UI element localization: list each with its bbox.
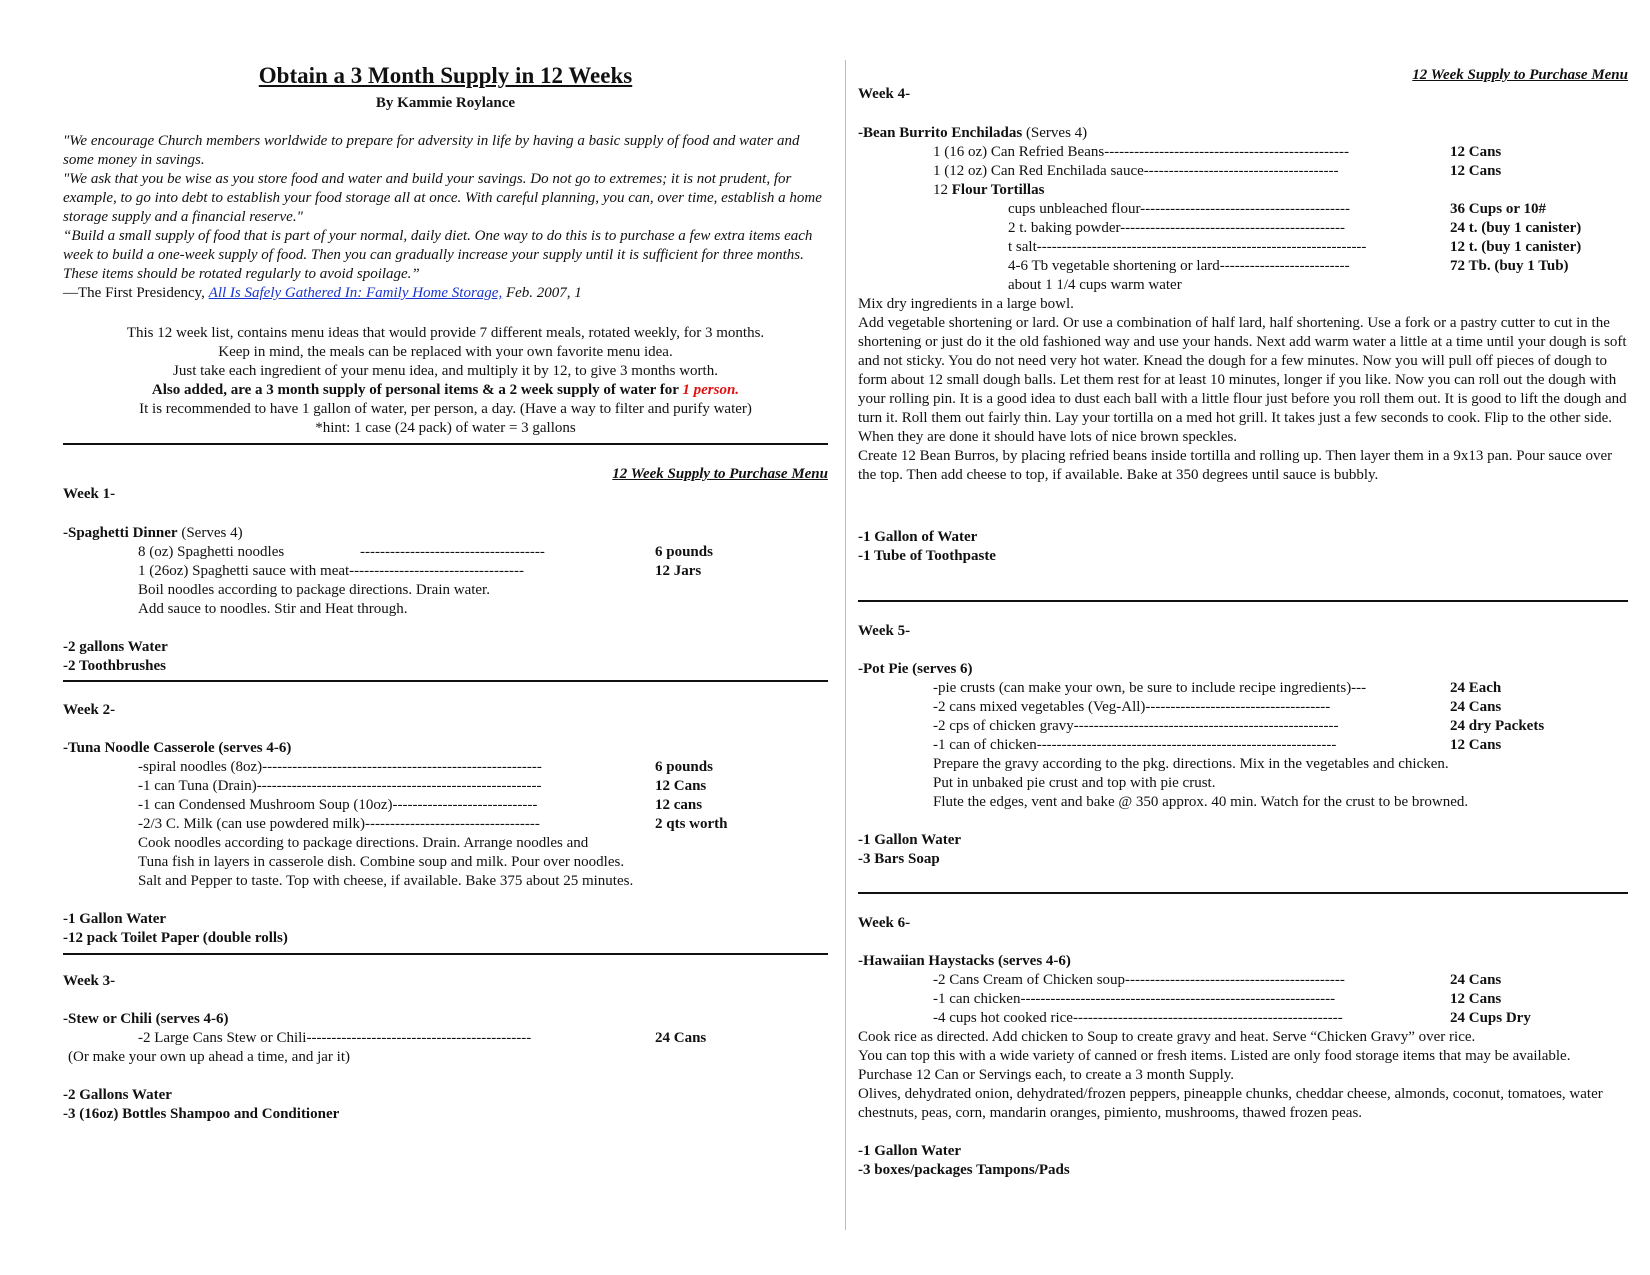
week-1-step-2: Add sauce to noodles. Stir and Heat through. bbox=[138, 601, 408, 617]
intro-line-4 bbox=[63, 381, 828, 400]
quote-paragraph-3: “Build a small supply of food that is part of your normal, daily diet. One way to do this is to purchase a few extra items each week to build a one-week supply of food. Then you can gradually increase your supply until it is sufficient for three months. These items should be rotated regularly to avoid spoilage.” bbox=[63, 228, 813, 282]
document-title: Obtain a 3 Month Supply in 12 Weeks bbox=[258, 63, 633, 88]
week-4-ingredient-8: about 1 1/4 cups warm water bbox=[1008, 277, 1182, 293]
week-6-extra-1: -1 Gallon Water bbox=[858, 1143, 962, 1159]
week-2-ingredient-2: -1 can Tuna (Drain)--------------------------------------------------------- bbox=[138, 778, 542, 794]
week-5-ingredient-3: -2 cps of chicken gravy----------------------------------------------------- bbox=[933, 718, 1339, 734]
week-5-label: Week 5- bbox=[858, 623, 911, 639]
week-1-qty-1: 6 pounds bbox=[655, 544, 713, 560]
quote-paragraph-1: "We encourage Church members worldwide to prepare for adversity in life by having a basic supply of food and water and some money in savings. bbox=[63, 133, 800, 168]
week-6-step-3: Olives, dehydrated onion, dehydrated/frozen peppers, pineapple chunks, cheddar cheese, almonds, coconut, tomatoes, water chestnuts, peas, corn, mandarin oranges, pimiento, mushrooms, thawed frozen peas. bbox=[858, 1086, 1603, 1121]
week-3-extra-2: -3 (16oz) Bottles Shampoo and Conditioner bbox=[63, 1106, 340, 1122]
week-3-ingredient-1: -2 Large Cans Stew or Chili--------------------------------------------- bbox=[138, 1030, 532, 1046]
week-2-ingredient-3: -1 can Condensed Mushroom Soup (10oz)----------------------------- bbox=[138, 797, 538, 813]
week-6-label: Week 6- bbox=[858, 915, 911, 931]
week-1-extra-2: -2 Toothbrushes bbox=[63, 658, 166, 674]
section-divider bbox=[63, 443, 828, 445]
week-6-ingredient-1: -2 Cans Cream of Chicken soup-------------------------------------------- bbox=[933, 972, 1345, 988]
week-1-dashes: ------------------------------------- bbox=[360, 544, 545, 560]
week-3-extra-1: -2 Gallons Water bbox=[63, 1087, 172, 1103]
week-5-qty-3: 24 dry Packets bbox=[1450, 718, 1545, 734]
week-5-step-2: Put in unbaked pie crust and top with pie crust. bbox=[933, 775, 1216, 791]
week-2-qty-3: 12 cans bbox=[655, 797, 703, 813]
week-4-qty-5: 24 t. (buy 1 canister) bbox=[1450, 220, 1582, 236]
week-5-divider bbox=[858, 892, 1628, 894]
week-4-qty-2: 12 Cans bbox=[1450, 163, 1502, 179]
week-2-label: Week 2- bbox=[63, 702, 116, 718]
intro-line-5: It is recommended to have 1 gallon of water, per person, a day. (Have a way to filter and purify water) bbox=[139, 401, 752, 417]
week-2-step-3: Salt and Pepper to taste. Top with cheese, if available. Bake 375 about 25 minutes. bbox=[138, 873, 634, 889]
week-4-tortilla-count: 12 bbox=[933, 182, 952, 198]
attribution-prefix: —The First Presidency, bbox=[63, 285, 209, 301]
week-4-qty-4: 36 Cups or 10# bbox=[1450, 201, 1546, 217]
week-5-step-3: Flute the edges, vent and bake @ 350 approx. 40 min. Watch for the crust to be browned. bbox=[933, 794, 1469, 810]
week-5-qty-1: 24 Each bbox=[1450, 680, 1502, 696]
week-1-divider bbox=[63, 680, 828, 682]
week-4-serves: (Serves 4) bbox=[1022, 125, 1088, 141]
source-link[interactable]: All Is Safely Gathered In: Family Home Storage, bbox=[208, 285, 503, 301]
week-6-step-1: Cook rice as directed. Add chicken to Soup to create gravy and heat. Serve “Chicken Gravy” over rice. bbox=[858, 1029, 1476, 1045]
week-5-ingredient-2: -2 cans mixed vegetables (Veg-All)------------------------------------- bbox=[933, 699, 1331, 715]
intro-line-2: Keep in mind, the meals can be replaced with your own favorite menu idea. bbox=[218, 344, 673, 360]
week-2-ingredient-4: -2/3 C. Milk (can use powdered milk)----------------------------------- bbox=[138, 816, 540, 832]
week-4-divider bbox=[858, 600, 1628, 602]
week-2-step-1: Cook noodles according to package directions. Drain. Arrange noodles and bbox=[138, 835, 589, 851]
week-4-ingredient-4: cups unbleached flour------------------------------------------ bbox=[1008, 201, 1350, 217]
quote-paragraph-2: "We ask that you be wise as you store food and water and build your savings. Do not go to extremes; it is not prudent, for example, to go into debt to establish your food storage all at once. With careful planning, you can, over time, establish a home storage supply and a financial reserve." bbox=[63, 171, 822, 225]
week-1-serves: (Serves 4) bbox=[177, 525, 243, 541]
menu-heading: 12 Week Supply to Purchase Menu bbox=[612, 466, 828, 482]
week-6-step-2: You can top this with a wide variety of canned or fresh items. Listed are only food storage items that may be available. Purchase 12 Can or Servings each, to create a 3 month Supply. bbox=[858, 1048, 1571, 1083]
week-3-meal: -Stew or Chili (serves 4-6) bbox=[63, 1011, 229, 1027]
week-2-qty-1: 6 pounds bbox=[655, 759, 713, 775]
week-5-qty-4: 12 Cans bbox=[1450, 737, 1502, 753]
week-4-ingredient-3 bbox=[933, 181, 1044, 200]
week-3-qty-1: 24 Cans bbox=[655, 1030, 707, 1046]
week-1-meal bbox=[63, 524, 243, 543]
week-4-qty-7: 72 Tb. (buy 1 Tub) bbox=[1450, 258, 1569, 274]
week-3-note: (Or make your own up ahead a time, and jar it) bbox=[68, 1049, 350, 1065]
week-6-instructions bbox=[858, 1028, 1628, 1123]
week-4-ingredient-2: 1 (12 oz) Can Red Enchilada sauce--------------------------------------- bbox=[933, 163, 1339, 179]
week-6-ingredient-3: -4 cups hot cooked rice------------------------------------------------------ bbox=[933, 1010, 1343, 1026]
week-5-ingredient-4: -1 can of chicken------------------------------------------------------------ bbox=[933, 737, 1337, 753]
week-4-step-2: Add vegetable shortening or lard. Or use a combination of half lard, half shortening. Use a fork or a pastry cutter to cut in the shortening or just do it the old fashioned way and use your hands. Next add warm water a little at a time until your dough is soft and not sticky. You do not need very hot water. Knead the dough for a few minutes. Now you will pull off pieces of dough to form about 12 small dough balls. Let them rest for at least 10 minutes, longer if you like. Now you can roll out the dough with your rolling pin. It is a good idea to dust each ball with a little flour just before you roll them out. It is good to lift the dough and turn it. Roll them out fairly thin. Lay your tortilla on a med hot grill. It takes just a few seconds to cook. Flip to the other side. When they are done it should have lots of nice brown speckles. bbox=[858, 315, 1627, 445]
week-5-qty-2: 24 Cans bbox=[1450, 699, 1502, 715]
week-2-qty-4: 2 qts worth bbox=[655, 816, 728, 832]
week-4-ingredient-1: 1 (16 oz) Can Refried Beans------------------------------------------------- bbox=[933, 144, 1349, 160]
week-4-instructions bbox=[858, 295, 1628, 485]
week-2-qty-2: 12 Cans bbox=[655, 778, 707, 794]
week-5-extra-1: -1 Gallon Water bbox=[858, 832, 962, 848]
week-4-meal-name: -Bean Burrito Enchiladas bbox=[858, 125, 1023, 141]
quote-block bbox=[63, 132, 833, 303]
week-6-ingredient-2: -1 can chicken--------------------------------------------------------------- bbox=[933, 991, 1336, 1007]
week-3-label: Week 3- bbox=[63, 973, 116, 989]
week-1-label: Week 1- bbox=[63, 486, 116, 502]
week-4-ingredient-7: 4-6 Tb vegetable shortening or lard-------------------------- bbox=[1008, 258, 1350, 274]
week-1-step-1: Boil noodles according to package directions. Drain water. bbox=[138, 582, 490, 598]
intro-line-3: Just take each ingredient of your menu idea, and multiply it by 12, to give 3 months worth. bbox=[173, 363, 718, 379]
attribution-suffix: Feb. 2007, 1 bbox=[502, 285, 582, 301]
week-4-ingredient-6: t salt------------------------------------------------------------------ bbox=[1008, 239, 1367, 255]
week-4-tortilla-label: Flour Tortillas bbox=[951, 182, 1045, 198]
week-5-ingredient-1: -pie crusts (can make your own, be sure to include recipe ingredients)--- bbox=[933, 680, 1367, 696]
intro-line-4-highlight: 1 person. bbox=[682, 382, 740, 398]
week-5-extra-2: -3 Bars Soap bbox=[858, 851, 940, 867]
week-5-meal: -Pot Pie (serves 6) bbox=[858, 661, 973, 677]
menu-heading-right: 12 Week Supply to Purchase Menu bbox=[1412, 67, 1628, 83]
week-5-step-1: Prepare the gravy according to the pkg. directions. Mix in the vegetables and chicken. bbox=[933, 756, 1449, 772]
week-1-ingredient-1: 8 (oz) Spaghetti noodles bbox=[138, 544, 285, 560]
week-2-step-2: Tuna fish in layers in casserole dish. Combine soup and milk. Pour over noodles. bbox=[138, 854, 625, 870]
week-2-extra-2: -12 pack Toilet Paper (double rolls) bbox=[63, 930, 288, 946]
week-1-extra-1: -2 gallons Water bbox=[63, 639, 168, 655]
week-4-ingredient-5: 2 t. baking powder--------------------------------------------- bbox=[1008, 220, 1345, 236]
week-4-qty-1: 12 Cans bbox=[1450, 144, 1502, 160]
week-6-meal: -Hawaiian Haystacks (serves 4-6) bbox=[858, 953, 1071, 969]
week-1-ingredient-2: 1 (26oz) Spaghetti sauce with meat----------------------------------- bbox=[138, 563, 525, 579]
quote-attribution bbox=[63, 284, 833, 303]
week-4-step-3: Create 12 Bean Burros, by placing refried beans inside tortilla and rolling up. Then layer them in a 9x13 pan. Pour sauce over the top. Then add cheese to top, if available. Bake at 350 degrees until sauce is bubbly. bbox=[858, 448, 1613, 483]
week-6-qty-3: 24 Cups Dry bbox=[1450, 1010, 1531, 1026]
author-byline: By Kammie Roylance bbox=[375, 95, 516, 111]
intro-line-6: *hint: 1 case (24 pack) of water = 3 gallons bbox=[315, 420, 576, 436]
week-4-extra-2: -1 Tube of Toothpaste bbox=[858, 548, 996, 564]
week-6-extra-2: -3 boxes/packages Tampons/Pads bbox=[858, 1162, 1070, 1178]
week-4-qty-6: 12 t. (buy 1 canister) bbox=[1450, 239, 1582, 255]
week-1-qty-2: 12 Jars bbox=[655, 563, 702, 579]
week-4-step-1: Mix dry ingredients in a large bowl. bbox=[858, 296, 1074, 312]
week-2-ingredient-1: -spiral noodles (8oz)-------------------------------------------------------- bbox=[138, 759, 542, 775]
week-4-label: Week 4- bbox=[858, 86, 911, 102]
week-4-extra-1: -1 Gallon of Water bbox=[858, 529, 978, 545]
page-divider bbox=[845, 60, 846, 1230]
week-2-meal: -Tuna Noodle Casserole (serves 4-6) bbox=[63, 740, 292, 756]
intro-line-1: This 12 week list, contains menu ideas that would provide 7 different meals, rotated weekly, for 3 months. bbox=[126, 325, 765, 341]
week-2-divider bbox=[63, 953, 828, 955]
week-6-qty-2: 12 Cans bbox=[1450, 991, 1502, 1007]
intro-line-4-text: Also added, are a 3 month supply of personal items & a 2 week supply of water for bbox=[151, 382, 683, 398]
week-1-meal-name: -Spaghetti Dinner bbox=[63, 525, 178, 541]
week-6-qty-1: 24 Cans bbox=[1450, 972, 1502, 988]
week-2-extra-1: -1 Gallon Water bbox=[63, 911, 167, 927]
week-4-meal bbox=[858, 124, 1087, 143]
